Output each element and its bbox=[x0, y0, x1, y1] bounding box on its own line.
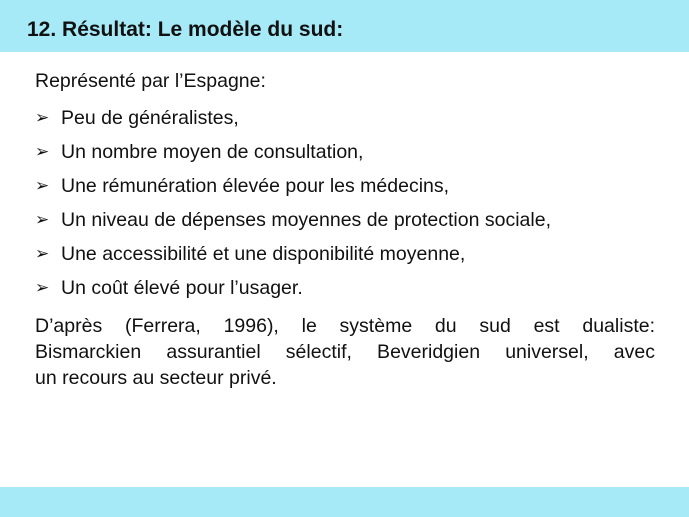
bullet-list bbox=[35, 101, 551, 305]
arrow-bullet-icon: ➢ bbox=[35, 278, 50, 297]
arrow-bullet-icon: ➢ bbox=[35, 176, 50, 195]
arrow-bullet-icon: ➢ bbox=[35, 244, 50, 263]
intro-text: Représenté par l’Espagne: bbox=[35, 70, 266, 92]
bullet-text: Une accessibilité et une disponibilité moyenne, bbox=[61, 243, 466, 265]
bullet-text: Un coût élevé pour l’usager. bbox=[61, 277, 303, 299]
bullet-text: Peu de généralistes, bbox=[61, 107, 239, 129]
title-bar bbox=[0, 0, 689, 52]
slide-title: 12. Résultat: Le modèle du sud: bbox=[27, 18, 344, 41]
bullet-text: Une rémunération élevée pour les médecins, bbox=[61, 175, 450, 197]
arrow-bullet-icon: ➢ bbox=[35, 142, 50, 161]
list-item bbox=[35, 169, 551, 203]
list-item bbox=[35, 101, 551, 135]
arrow-bullet-icon: ➢ bbox=[35, 108, 50, 127]
bullet-text: Un nombre moyen de consultation, bbox=[61, 141, 364, 163]
conclusion-paragraph bbox=[35, 313, 655, 391]
list-item bbox=[35, 271, 551, 305]
list-item bbox=[35, 237, 551, 271]
list-item bbox=[35, 203, 551, 237]
paragraph-line: Bismarckien assurantiel sélectif, Beveridgien universel, avec bbox=[35, 341, 655, 363]
bullet-text: Un niveau de dépenses moyennes de protection sociale, bbox=[61, 209, 551, 231]
list-item bbox=[35, 135, 551, 169]
arrow-bullet-icon: ➢ bbox=[35, 210, 50, 229]
paragraph-line: un recours au secteur privé. bbox=[35, 367, 277, 389]
paragraph-line: D’après (Ferrera, 1996), le système du sud est dualiste: bbox=[35, 315, 655, 337]
footer-bar bbox=[0, 487, 689, 517]
